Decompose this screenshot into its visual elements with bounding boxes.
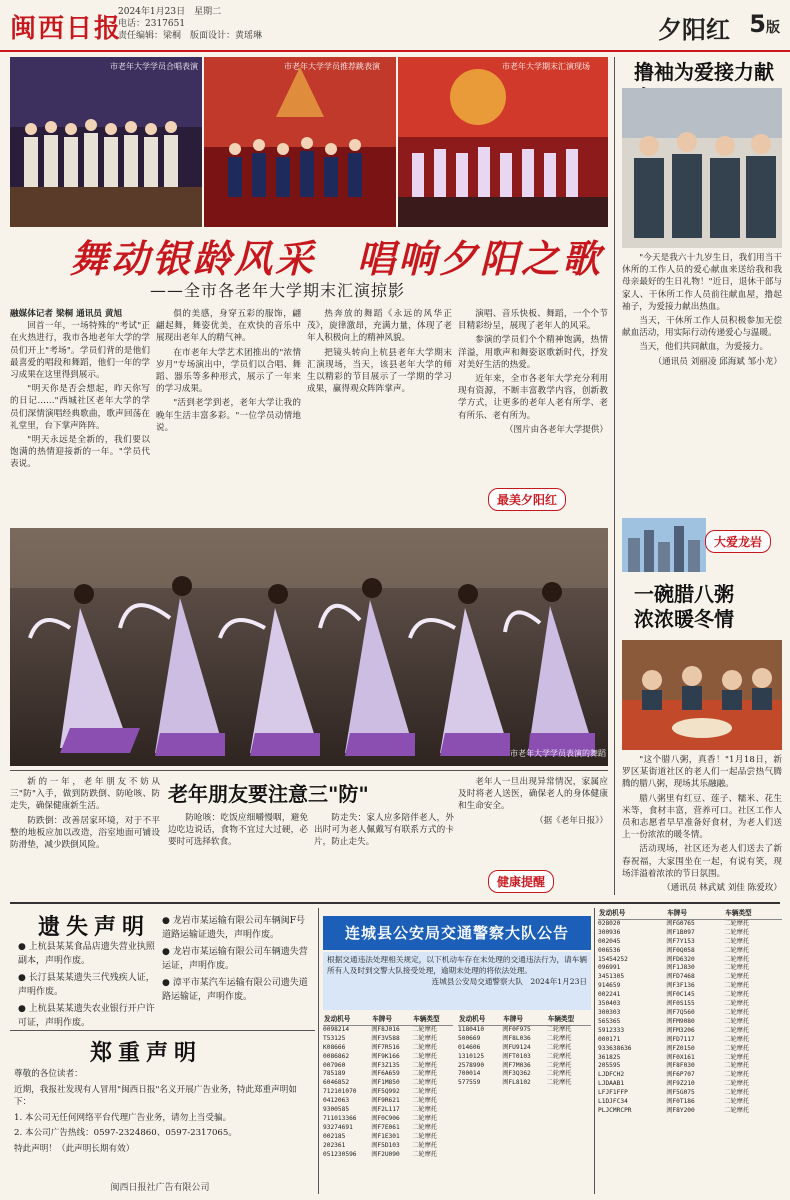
- mid-divider: [10, 770, 608, 771]
- sidebar-paragraph: "这个腊八粥，真香！"1月18日，新罗区某街道社区的老人们一起品尝热气腾腾的腊八粥，现场其乐融融。: [622, 755, 782, 790]
- photo-credit: （图片由各老年大学提供）: [504, 424, 608, 435]
- zheng-notice-divider: [10, 1030, 315, 1031]
- table-cell: 二轮摩托: [724, 937, 750, 945]
- section-name: 夕阳红: [658, 16, 730, 44]
- mid-article-title: 老年朋友要注意三"防": [168, 782, 369, 806]
- table-cell: 711013366: [323, 1114, 357, 1122]
- police-notice-intro-text: 根据交通违法处理相关规定，以下机动车存在未处理的交通违法行为，请车辆所有人及时到交警大队接受处理，逾期未处理的将依法处理。: [327, 955, 587, 975]
- zheng-notice-paragraph: 近期，我报社发现有人冒用"闽西日报"名义开展广告业务，特此郑重声明如下：: [14, 1084, 297, 1107]
- table-cell: 闽F8Y200: [666, 1106, 695, 1114]
- bottom-divider: [10, 902, 780, 904]
- table-cell: 二轮摩托: [412, 1132, 437, 1140]
- table-row: [598, 1098, 782, 1107]
- table-cell: 300936: [598, 928, 621, 936]
- table-cell: 闽F0X161: [666, 1053, 695, 1061]
- table-row: [598, 1000, 782, 1009]
- table-header-row: [458, 1014, 591, 1025]
- photo-dance-image: [10, 528, 608, 766]
- table-cell: 二轮摩托: [724, 1062, 750, 1070]
- table-row: [598, 947, 782, 956]
- table-cell: 205595: [598, 1062, 621, 1070]
- table-cell: 300303: [598, 1008, 621, 1016]
- column-header: 发动机号: [598, 908, 666, 919]
- table-cell: 二轮摩托: [724, 1089, 750, 1097]
- sidebar-paragraph: 活动现场，社区还为老人们送去了新春祝福，大家围坐在一起，有说有笑，现场洋溢着浓浓的节日氛围。: [622, 844, 782, 879]
- table-row: [598, 919, 782, 928]
- table-cell: LJDFCH2: [598, 1071, 625, 1079]
- column-header: 车辆类型: [412, 1014, 453, 1025]
- police-notice-left-border: [318, 908, 319, 1194]
- table-cell: 051230596: [323, 1150, 357, 1158]
- zheng-notice-title: 郑重声明: [90, 1041, 203, 1066]
- article-paragraph: 近年来，全市各老年大学充分利用现有资源，不断丰富教学内容，创新教学方式，让更多的老年人老有所学、老有所乐、老有所为。: [458, 374, 608, 421]
- masthead: [0, 0, 790, 52]
- table-cell: 0098214: [323, 1025, 350, 1033]
- police-table-a-grid: [323, 1014, 453, 1160]
- table-row: [458, 1044, 591, 1053]
- phone: 电话：2317651: [118, 19, 186, 29]
- table-cell: 933638636: [598, 1044, 632, 1052]
- sidebar-story-2-title-line-2: 浓浓暖冬情: [634, 607, 734, 631]
- zheng-notice-paragraph: 1. 本公司无任何网络平台代理广告业务，请勿上当受骗。: [14, 1112, 232, 1123]
- table-cell: 闽F2L117: [371, 1106, 400, 1114]
- table-cell: 闽F0F975: [502, 1025, 531, 1033]
- table-cell: 二轮摩托: [546, 1034, 572, 1042]
- table-cell: 二轮摩托: [724, 1071, 750, 1079]
- police-table-b-body: [458, 1025, 591, 1088]
- column-header: 车牌号: [666, 908, 724, 919]
- article-paragraph: "明天你是否会想起，昨天你写的日记……"西城社区老年大学的学员们深情演唱经典歌曲，歌声回荡在礼堂里，台下掌声阵阵。: [10, 384, 150, 431]
- table-cell: 000171: [598, 1035, 621, 1043]
- lost-notice-item: ● 上杭县某某遗失农业银行开户许可证，声明作废。: [18, 1004, 155, 1028]
- table-row: [323, 1151, 453, 1160]
- table-cell: 二轮摩托: [412, 1141, 437, 1149]
- article-column-4: [458, 308, 608, 478]
- table-row: [598, 1009, 782, 1018]
- police-table-c-grid: [598, 908, 782, 1116]
- table-cell: 闽F8F030: [666, 1062, 695, 1070]
- table-row: [598, 1045, 782, 1054]
- table-row: [323, 1079, 453, 1088]
- table-cell: 2578990: [458, 1061, 485, 1069]
- issue-date: 2024年1月23日 星期二: [118, 7, 222, 17]
- sidebar-story-1-body: [622, 252, 782, 514]
- table-row: [458, 1025, 591, 1034]
- table-row: [598, 982, 782, 991]
- page-unit: 版: [766, 20, 780, 36]
- article-paragraph: "明天永远是全新的，我们要以饱满的热情迎接新的一年。"学员代表说。: [10, 435, 150, 470]
- table-row: [323, 1035, 453, 1044]
- table-header-row: [323, 1014, 453, 1025]
- table-cell: 1180410: [458, 1025, 485, 1033]
- sidebar-story-2-title-line-1: 一碗腊八粥: [634, 582, 734, 606]
- table-cell: 闽FT0103: [502, 1052, 531, 1060]
- table-cell: 712101070: [323, 1088, 357, 1096]
- table-cell: 二轮摩托: [724, 973, 750, 981]
- article-paragraph: 俱的美感，身穿五彩的服饰，翩翩起舞，舞姿优美，在欢快的音乐中展现出老年人的精气神。: [156, 309, 301, 344]
- table-cell: 二轮摩托: [724, 1106, 750, 1114]
- table-cell: 闽F1E301: [371, 1132, 400, 1140]
- table-cell: 二轮摩托: [724, 1044, 750, 1052]
- table-cell: 002185: [323, 1132, 346, 1140]
- table-row: [598, 1036, 782, 1045]
- table-cell: 1310125: [458, 1052, 485, 1060]
- table-cell: 0086862: [323, 1052, 350, 1060]
- table-cell: 闽F9Z210: [666, 1080, 695, 1088]
- table-cell: 014606: [458, 1043, 481, 1051]
- column-header: 车牌号: [502, 1014, 547, 1025]
- table-cell: 577559: [458, 1079, 481, 1087]
- photo-stage-caption: 市老年大学期末汇演现场: [502, 62, 590, 71]
- table-row: [323, 1044, 453, 1053]
- photo-dance-red: [204, 57, 396, 227]
- police-notice-title: 连城县公安局交通警察大队公告: [323, 916, 591, 950]
- table-row: [598, 991, 782, 1000]
- badge-health-tip: 健康提醒: [488, 870, 554, 893]
- mid-article-paragraph: 防呛咳：吃饭应细嚼慢咽，避免边吃边说话，食物不宜过大过硬，必要时可选择软食。: [168, 813, 308, 848]
- table-cell: 闽F5Q992: [371, 1088, 400, 1096]
- table-cell: 二轮摩托: [412, 1150, 437, 1158]
- article-paragraph: 参演的学员们个个精神饱满，热情洋溢，用歌声和舞姿讴歌新时代，抒发对美好生活的热爱。: [458, 335, 608, 370]
- table-cell: 闽FD6320: [666, 955, 695, 963]
- article-paragraph: "活到老学到老，老年大学让我的晚年生活丰富多彩。"一位学员动情地说。: [156, 398, 301, 433]
- zheng-notice-paragraph: 尊敬的各位读者：: [14, 1069, 83, 1079]
- lost-notice-body-left: [18, 940, 156, 1028]
- mid-article-paragraph: 防走失：家人应多陪伴老人，外出时可为老人佩戴写有联系方式的卡片，防止走失。: [314, 813, 454, 848]
- table-cell: 二轮摩托: [724, 1053, 750, 1061]
- lost-notice-item: ● 龙岩市某运输有限公司车辆闽F号道路运输证遗失，声明作废。: [162, 916, 305, 940]
- table-cell: 二轮摩托: [724, 919, 750, 927]
- police-notice-intro: [323, 952, 591, 1010]
- table-row: [598, 938, 782, 947]
- table-cell: 闽FU9124: [502, 1043, 531, 1051]
- table-cell: 006536: [598, 946, 621, 954]
- table-row: [323, 1124, 453, 1133]
- photo-longyan-city-image: [622, 518, 706, 572]
- table-cell: 二轮摩托: [546, 1061, 572, 1069]
- zheng-notice-signer: 闽西日报社广告有限公司: [110, 1183, 210, 1193]
- table-cell: 闽F1M850: [371, 1079, 400, 1087]
- table-cell: 二轮摩托: [724, 1026, 750, 1034]
- table-cell: 闽F7Q560: [666, 1008, 695, 1016]
- table-cell: 914659: [598, 982, 621, 990]
- sidebar-story-1-title: 撸袖为爱接力献: [634, 60, 774, 84]
- police-notice-right-border: [594, 908, 595, 1194]
- table-cell: 096991: [598, 964, 621, 972]
- sidebar-story-2-author: （通讯员 林武斌 刘佳 陈爱玫）: [662, 883, 782, 894]
- photo-dance-red-caption: 市老年大学学员推荐跳表演: [284, 62, 380, 71]
- sidebar-divider: [614, 57, 615, 895]
- mid-article-paragraph: 老年人一旦出现异常情况，家属应及时将老人送医，确保老人的身体健康和生命安全。: [458, 777, 608, 812]
- lost-notice-item: ● 龙岩市某运输有限公司车辆遗失营运证，声明作废。: [162, 947, 308, 971]
- zheng-notice-paragraph: 2. 本公司广告热线：0597-2324860、0597-2317065。: [14, 1128, 237, 1138]
- table-cell: 闽F3Z135: [371, 1061, 400, 1069]
- sidebar-paragraph: 当天，干休所工作人员积极参加无偿献血活动，用实际行动传递爱心与温暖。: [622, 316, 782, 339]
- table-row: [598, 929, 782, 938]
- sidebar-paragraph: 腊八粥里有红豆、莲子、糯米、花生米等，食材丰富，营养可口。社区工作人员和志愿者早早准备好食材，为老人们送上一份浓浓的暖冬情。: [622, 793, 782, 841]
- table-cell: 二轮摩托: [724, 1017, 750, 1025]
- photo-dance-red-image: [204, 57, 396, 227]
- table-cell: 闽F0S155: [666, 1000, 695, 1008]
- table-row: [323, 1133, 453, 1142]
- table-row: [458, 1035, 591, 1044]
- column-header: 车辆类型: [547, 1014, 591, 1025]
- table-cell: L1DJFC34: [598, 1098, 628, 1106]
- table-cell: 闽F0Q058: [666, 946, 695, 954]
- article-paragraph: 在市老年大学艺术团推出的"浓情岁月"专场演出中，学员们以合唱、舞蹈、器乐等多种形式，展示了一年来的学习成果。: [156, 347, 301, 395]
- lost-notice-title: 遗失声明: [38, 915, 151, 940]
- mid-article-column-2: [168, 812, 308, 896]
- table-cell: 二轮摩托: [724, 964, 750, 972]
- article-column-3: [307, 308, 452, 528]
- table-cell: 93274691: [323, 1123, 353, 1131]
- table-cell: 二轮摩托: [412, 1106, 437, 1114]
- table-cell: 闽F9K166: [371, 1052, 400, 1060]
- table-cell: 闽F9R621: [371, 1097, 400, 1105]
- table-cell: 闽F5D103: [371, 1141, 400, 1149]
- photo-dance-caption: 市老年大学学员表演的舞蹈: [510, 749, 606, 758]
- table-cell: 闽F8L036: [502, 1034, 531, 1042]
- table-row: [323, 1142, 453, 1151]
- table-cell: 二轮摩托: [724, 1035, 750, 1043]
- photo-choir-image: [10, 57, 202, 227]
- article-paragraph: 把镜头转向上杭县老年大学期末汇演现场，当天，该县老年大学的师生以精彩的节目展示了一学期的学习成果，赢得观众阵阵掌声。: [307, 347, 452, 395]
- police-notice-signer: 连城县公安局交通警察大队 2024年1月23日: [431, 977, 587, 986]
- table-row: [323, 1053, 453, 1062]
- photo-stage-image: [398, 57, 608, 227]
- mid-article-column-1: [10, 776, 160, 896]
- table-cell: 5912333: [598, 1026, 625, 1034]
- table-row: [598, 964, 782, 973]
- table-cell: 785189: [323, 1070, 346, 1078]
- police-table-c-body: [598, 919, 782, 1115]
- table-cell: 闽FG0765: [666, 919, 695, 927]
- police-table-b: [458, 1014, 591, 1194]
- column-header: 发动机号: [323, 1014, 371, 1025]
- table-row: [598, 1027, 782, 1036]
- page-number-value: 5: [749, 10, 766, 38]
- article-column-2: [156, 308, 301, 528]
- sidebar-story-1-author: （通讯员 刘丽凌 邱海斌 邹小龙）: [653, 356, 782, 367]
- table-cell: 闽F7R516: [371, 1043, 400, 1051]
- lost-notice-item: ● 长汀县某某遗失三代残疾人证，声明作废。: [18, 973, 155, 997]
- main-subheadline: ——全市各老年大学期末汇演掠影: [150, 281, 406, 300]
- table-cell: 二轮摩托: [412, 1070, 437, 1078]
- lost-notice-body-right: [162, 914, 312, 1024]
- table-cell: 二轮摩托: [546, 1043, 572, 1051]
- mid-article-paragraph: 新的一年，老年朋友不妨从三"防"入手，做到防跌倒、防呛咳、防走失，确保健康新生活。: [10, 777, 160, 812]
- article-column-1: [10, 308, 150, 528]
- photo-stage: [398, 57, 608, 227]
- table-row: [323, 1097, 453, 1106]
- mid-article-column-4: [458, 776, 608, 866]
- table-cell: 202361: [323, 1141, 346, 1149]
- table-cell: 500669: [458, 1034, 481, 1042]
- mid-article-paragraph: 防跌倒：改善居家环境，对于不平整的地板应加以改造，浴室地面可铺设防滑垫，减少跌倒风险。: [10, 815, 160, 851]
- table-cell: 闽FM3206: [666, 1026, 695, 1034]
- table-row: [598, 1062, 782, 1071]
- table-cell: 二轮摩托: [546, 1025, 572, 1033]
- badge-daai-longyan: 大爱龙岩: [705, 530, 771, 553]
- zheng-notice-body: [14, 1068, 312, 1178]
- photo-choir-caption: 市老年大学学员合唱表演: [110, 62, 198, 71]
- table-cell: 闽F6A659: [371, 1070, 400, 1078]
- table-cell: 闽F0C906: [371, 1114, 400, 1122]
- table-cell: 二轮摩托: [724, 982, 750, 990]
- table-row: [458, 1070, 591, 1079]
- table-cell: 二轮摩托: [724, 946, 750, 954]
- table-cell: 二轮摩托: [412, 1123, 437, 1131]
- table-cell: 二轮摩托: [724, 928, 750, 936]
- table-cell: 二轮摩托: [412, 1097, 437, 1105]
- sidebar-story-2-body: [622, 754, 782, 894]
- table-cell: 闽FZ0150: [666, 1044, 695, 1052]
- page-number: [749, 10, 780, 38]
- zheng-notice-paragraph: 特此声明！（此声明长期有效）: [14, 1143, 135, 1154]
- table-cell: 二轮摩托: [546, 1070, 572, 1078]
- table-row: [323, 1088, 453, 1097]
- table-cell: 二轮摩托: [412, 1034, 437, 1042]
- photo-blood-donation: [622, 88, 782, 248]
- table-row: [598, 1107, 782, 1116]
- table-row: [323, 1106, 453, 1115]
- table-cell: 闽F2U090: [371, 1150, 400, 1158]
- table-cell: 二轮摩托: [412, 1043, 437, 1051]
- table-row: [598, 1018, 782, 1027]
- table-row: [323, 1025, 453, 1034]
- photo-blood-donation-image: [622, 88, 782, 248]
- article-byline: 融媒体记者 梁桐 通讯员 黄旭: [10, 309, 123, 319]
- table-cell: 闽F7E061: [371, 1123, 400, 1131]
- table-cell: 闽F8J016: [371, 1025, 400, 1033]
- article-paragraph: 热奔放的舞蹈《永远的风华正茂》，旋律激昂，充满力量，体现了老年人积极向上的精神风貌。: [307, 309, 452, 344]
- table-header-row: [598, 908, 782, 919]
- table-cell: 361825: [598, 1053, 621, 1061]
- photo-laba-porridge-image: [622, 640, 782, 750]
- table-cell: 028020: [598, 919, 621, 927]
- table-cell: 二轮摩托: [724, 1080, 750, 1088]
- sidebar-paragraph: 当天，他们共同献血，为爱接力。: [639, 342, 769, 353]
- table-cell: 闽F0C145: [666, 991, 695, 999]
- table-cell: 二轮摩托: [412, 1114, 437, 1122]
- table-cell: 15454252: [598, 955, 628, 963]
- table-cell: 二轮摩托: [724, 1000, 750, 1008]
- table-row: [598, 1080, 782, 1089]
- photo-longyan-city: [622, 518, 706, 572]
- table-cell: 二轮摩托: [412, 1088, 437, 1096]
- newspaper-logo: 闽西日报: [10, 14, 123, 44]
- article-paragraph: 演唱、音乐快板、舞蹈，一个个节目精彩纷呈，展现了老年人的风采。: [458, 309, 608, 332]
- table-row: [458, 1053, 591, 1062]
- table-cell: 0412063: [323, 1097, 350, 1105]
- table-cell: 700014: [458, 1070, 481, 1078]
- table-cell: LFJF1FFP: [598, 1089, 628, 1097]
- table-cell: 闽F6P707: [666, 1071, 695, 1079]
- table-cell: T53125: [323, 1034, 346, 1042]
- mid-article-column-3: [314, 812, 454, 896]
- table-cell: LJDAAB1: [598, 1080, 625, 1088]
- photo-laba-porridge: [622, 640, 782, 750]
- column-header: 车牌号: [371, 1014, 412, 1025]
- lost-notice-item: ● 上杭县某某食品店遗失营业执照副本，声明作废。: [18, 942, 155, 966]
- table-cell: 闽F3V588: [371, 1034, 400, 1042]
- police-table-a-body: [323, 1025, 453, 1159]
- table-cell: 二轮摩托: [546, 1079, 572, 1087]
- table-cell: 闽F7M036: [502, 1061, 531, 1069]
- table-cell: 二轮摩托: [412, 1079, 437, 1087]
- editors: 责任编辑：梁桐 版面设计：黄瑶琳: [118, 31, 263, 41]
- table-cell: 闽F3F136: [666, 982, 695, 990]
- table-cell: 闽FL8102: [502, 1079, 531, 1087]
- table-row: [323, 1070, 453, 1079]
- column-header: 车辆类型: [724, 908, 782, 919]
- table-cell: 6046852: [323, 1079, 350, 1087]
- table-cell: 二轮摩托: [724, 1008, 750, 1016]
- table-row: [598, 1089, 782, 1098]
- table-cell: 闽F1B097: [666, 928, 695, 936]
- table-cell: 闽F3Q362: [502, 1070, 531, 1078]
- table-cell: 闽F7Y153: [666, 937, 695, 945]
- table-cell: PLJCMRCPR: [598, 1106, 632, 1114]
- sidebar-story-2-title: [634, 582, 734, 632]
- table-cell: 二轮摩托: [412, 1061, 437, 1069]
- table-cell: 007960: [323, 1061, 346, 1069]
- table-cell: 350403: [598, 1000, 621, 1008]
- police-table-c: [598, 908, 782, 1194]
- sidebar-paragraph: "今天是我六十九岁生日，我们用当干休所的工作人员的爱心献血来送给我和我母亲最好的生日礼物！"近日，退休干部与家人、干休所工作人员前往献血屋，撸起袖子，为爱接力献出热血。: [622, 253, 782, 312]
- table-row: [458, 1079, 591, 1088]
- photo-dance: [10, 528, 608, 766]
- badge-zuimei: 最美夕阳红: [488, 488, 566, 511]
- police-table-a: [323, 1014, 453, 1194]
- table-cell: 闽FD7468: [666, 973, 695, 981]
- article-paragraph: 回首一年，一场特殊的"考试"正在火热进行，我市各地老年大学的学员们开上"考场"。学员们背的是他们最喜爱的唱段和舞蹈，他们一年的学习成果在这里得到展示。: [10, 321, 150, 381]
- table-cell: 闽FD7117: [666, 1035, 695, 1043]
- table-cell: 二轮摩托: [546, 1052, 572, 1060]
- table-cell: 二轮摩托: [724, 991, 750, 999]
- table-cell: 二轮摩托: [412, 1052, 437, 1060]
- table-cell: 二轮摩托: [724, 1098, 750, 1106]
- table-cell: 闽F5G075: [666, 1089, 695, 1097]
- column-header: 发动机号: [458, 1014, 502, 1025]
- table-cell: 3451305: [598, 973, 625, 981]
- table-cell: 002045: [598, 937, 621, 945]
- lost-notice-item: ● 漳平市某汽车运输有限公司遗失道路运输证，声明作废。: [162, 978, 308, 1002]
- table-cell: 9300585: [323, 1106, 350, 1114]
- table-row: [598, 973, 782, 982]
- table-cell: 闽FM9080: [666, 1017, 695, 1025]
- main-headline: 舞动银龄风采 唱响夕阳之歌: [70, 236, 604, 281]
- table-cell: 二轮摩托: [724, 955, 750, 963]
- photo-choir: [10, 57, 202, 227]
- table-cell: 二轮摩托: [412, 1025, 437, 1033]
- table-cell: K08666: [323, 1043, 346, 1051]
- table-cell: 565365: [598, 1017, 621, 1025]
- police-table-b-grid: [458, 1014, 591, 1088]
- masthead-meta: [118, 6, 262, 42]
- table-row: [323, 1115, 453, 1124]
- table-cell: 002241: [598, 991, 621, 999]
- mid-article-paragraph: （据《老年日报》）: [534, 815, 608, 826]
- table-cell: 闽F1J830: [666, 964, 695, 972]
- table-row: [598, 1071, 782, 1080]
- table-cell: 闽F0T186: [666, 1098, 695, 1106]
